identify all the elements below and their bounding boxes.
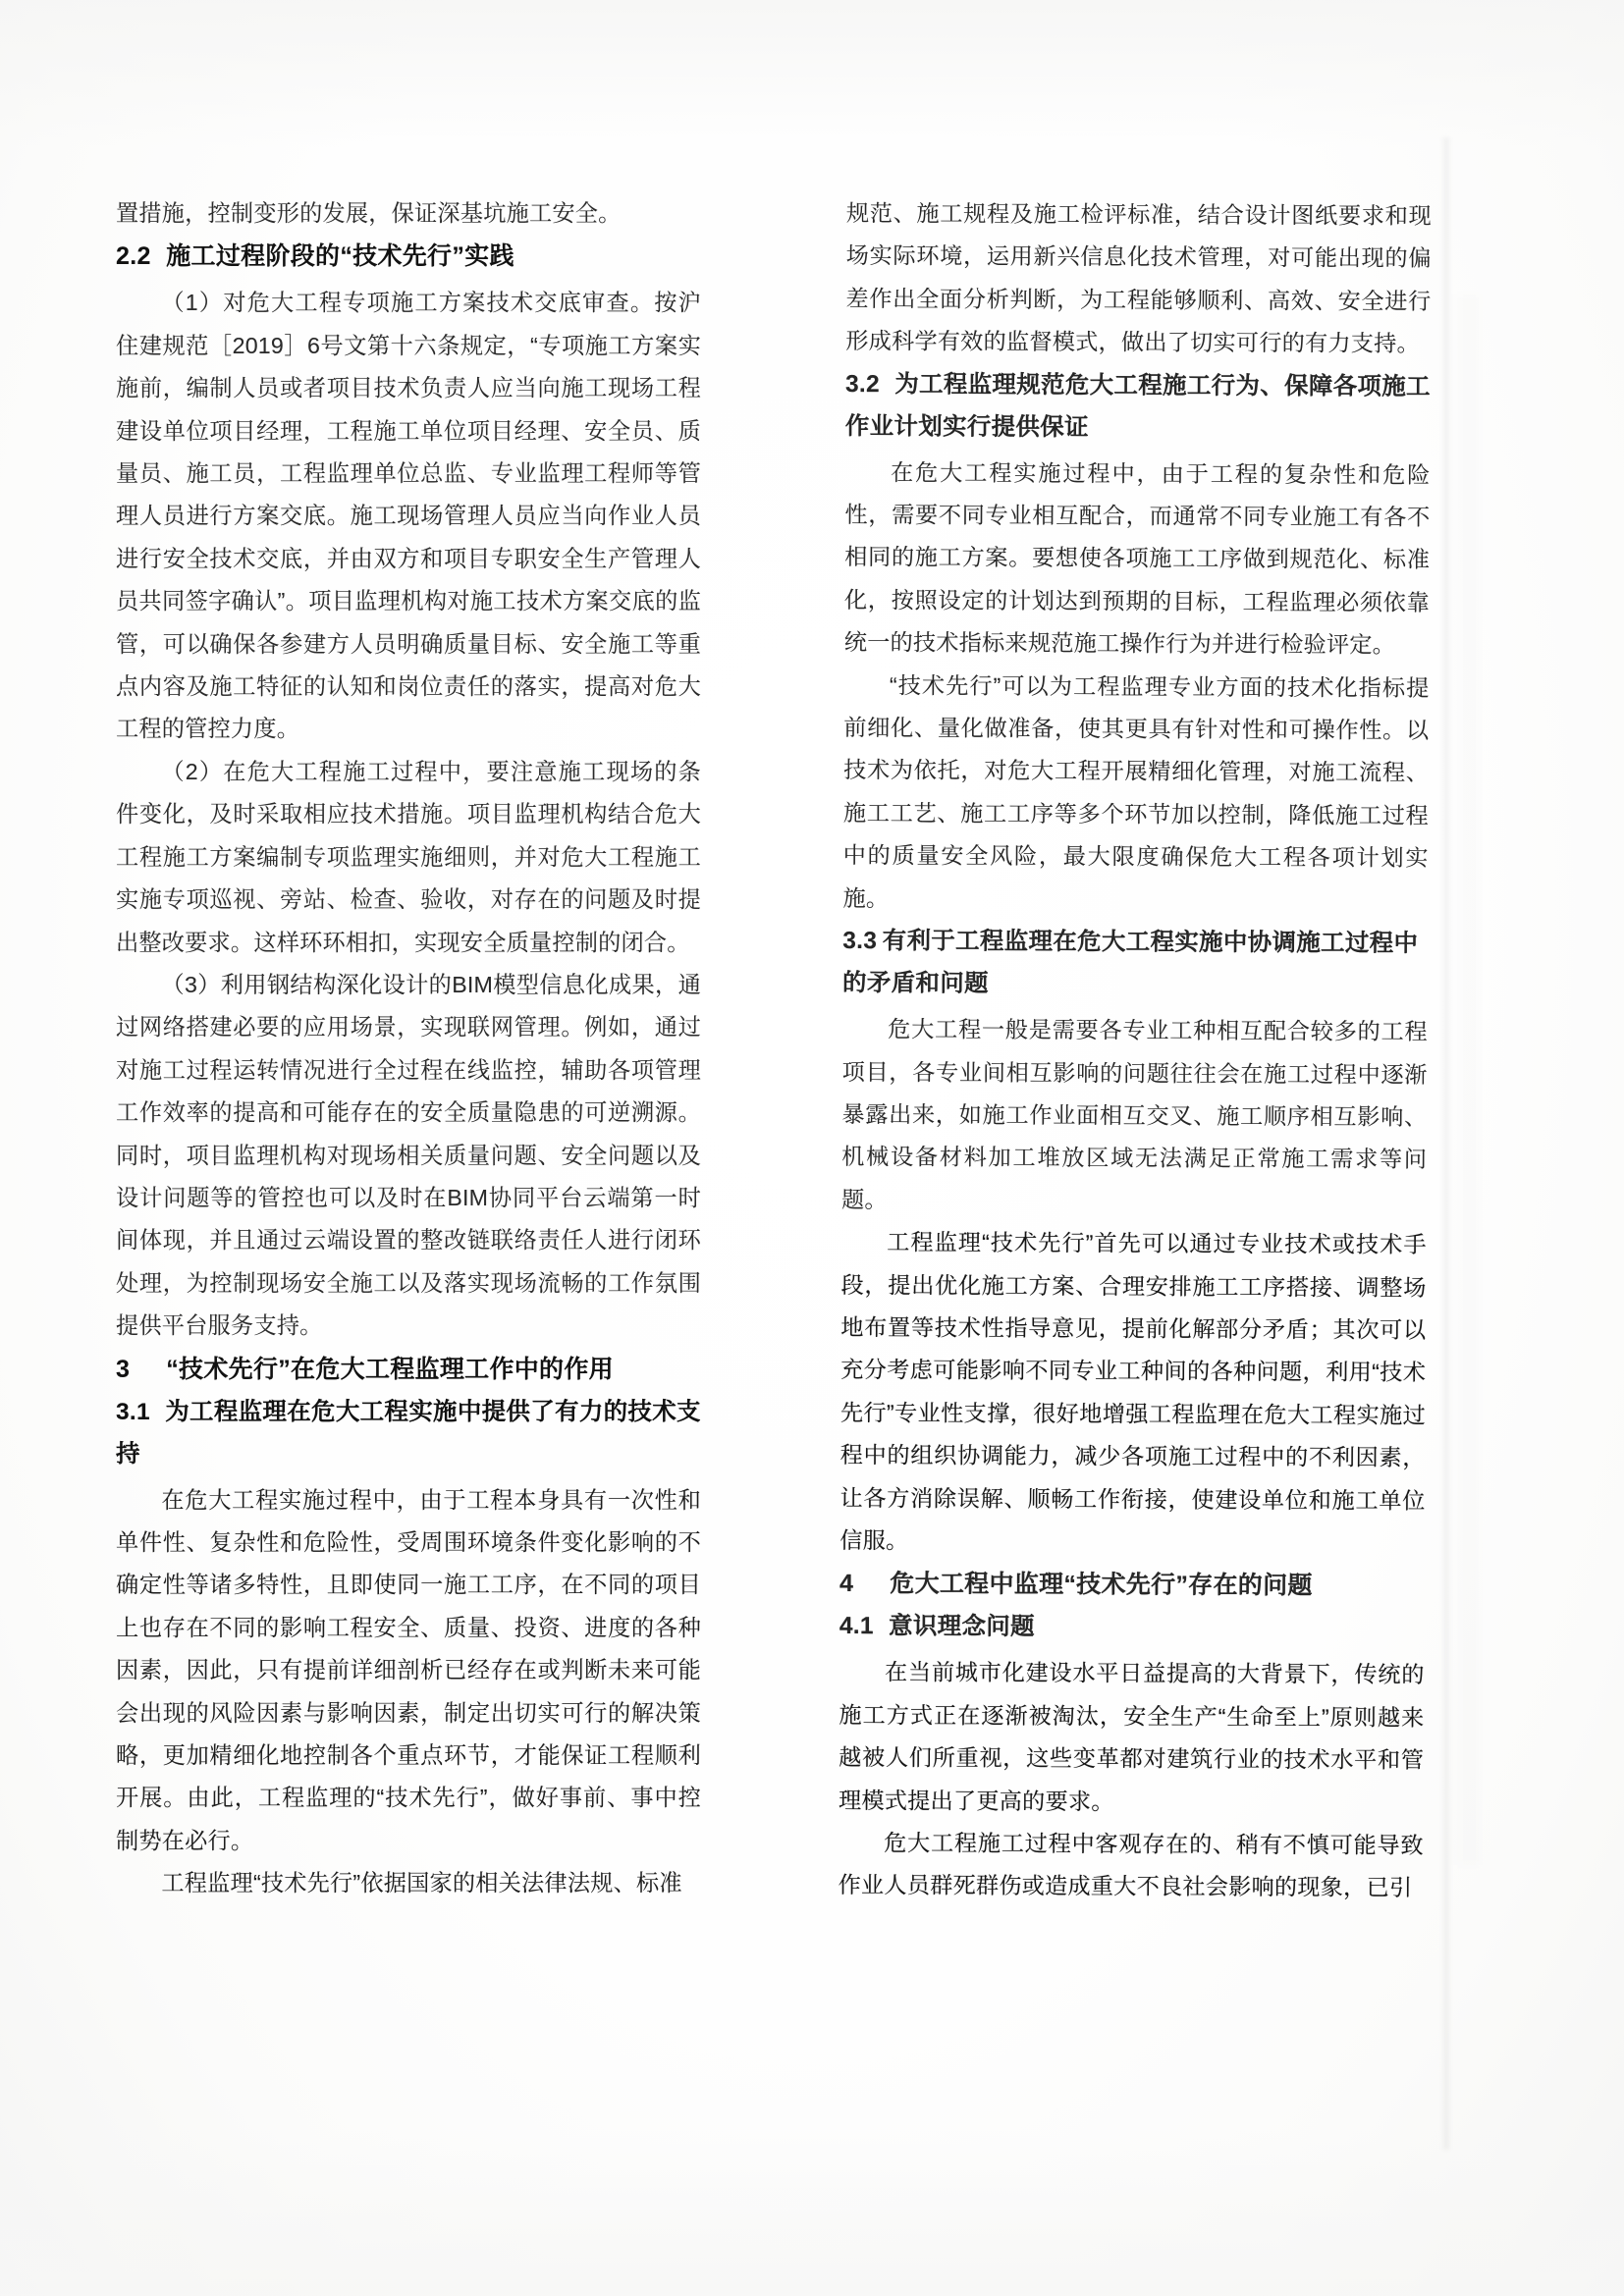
heading-3-2-title: 为工程监理规范危大工程施工行为、保障各项施工作业计划实行提供保证 [844, 370, 1431, 441]
para-3-1-body: 在危大工程实施过程中，由于工程本身具有一次性和单件性、复杂性和危险性，受周围环境条件变化影响的不确定性等诸多特性，且即使同一施工工序，在不同的项目上也存在不同的影响工程安全、质量、投资、进度的各种因素，因此，只有提前详细剖析已经存在或判断未来可能会出现的风险因素与影响因素，制定出切实可行的解决策略，更加精细化地控制各个重点环节，才能保证工程顺利开展。由此，工程监理的“技术先行”，做好事前、事中控制势在必行。 [116, 1486, 701, 1853]
heading-2-2-number: 2.2 [116, 242, 151, 271]
heading-3-3 [842, 920, 1428, 1007]
para-2-2-item-1: （1）对危大工程专项施工方案技术交底审查。按沪住建规范［2019］6号文第十六条规定，“专项施工方案实施前，编制人员或者项目技术负责人应当向施工现场工程建设单位项目经理，工程施工单位项目经理、安全员、质量员、施工员，工程监理单位总监、专业监理工程师等管理人员进行方案交底。施工现场管理人员应当向作业人员进行安全技术交底，并由双方和项目专职安全生产管理人员共同签字确认”。项目监理机构对施工技术方案交底的监管，可以确保各参建方人员明确质量目标、安全施工等重点内容及施工特征的认知和岗位责任的落实，提高对危大工程的管控力度。 [116, 290, 701, 742]
para-3-1-body-2: 工程监理“技术先行”依据国家的相关法律法规、标准 [161, 1870, 682, 1896]
right-column [838, 192, 1432, 1910]
heading-4-1-title: 意识理念问题 [889, 1613, 1035, 1641]
para-3-3-body-2: 工程监理“技术先行”首先可以通过专业技术或技术手段，提出优化施工方案、合理安排施工工序搭接、调整场地布置等技术性指导意见，提前化解部分矛盾；其次可以充分考虑可能影响不同专业工种间的各种问题，利用“技术先行”专业性支撑，很好地增强工程监理在危大工程实施过程中的组织协调能力，减少各项施工过程中的不利因素，让各方消除误解、顺畅工作衔接，使建设单位和施工单位信服。 [839, 1229, 1427, 1554]
para-2-2-item-3: （3）利用钢结构深化设计的BIM模型信息化成果，通过网络搭建必要的应用场景，实现联网管理。例如，通过对施工过程运转情况进行全过程在线监控，辅助各项管理工作效率的提高和可能存在的安全质量隐患的可逆溯源。同时，项目监理机构对现场相关质量问题、安全问题以及设计问题等的管控也可以及时在BIM协同平台云端第一时间体现，并且通过云端设置的整改链联络责任人进行闭环处理，为控制现场安全施工以及落实现场流畅的工作氛围提供平台服务支持。 [116, 971, 701, 1339]
heading-3-1-title: 为工程监理在危大工程实施中提供了有力的技术支持 [116, 1398, 701, 1468]
para-3-3-body-1: 危大工程一般是需要各专业工种相互配合较多的工程项目，各专业间相互影响的问题往往会在施工过程中逐渐暴露出来，如施工作业面相互交叉、施工顺序相互影响、机械设备材料加工堆放区域无法满足正常施工需求等问题。 [840, 1016, 1428, 1212]
heading-3-2-number: 3.2 [844, 370, 881, 398]
heading-4-number: 4 [839, 1570, 854, 1598]
heading-3-3-number: 3.3 [842, 928, 878, 955]
para-3-2-body-1: 在危大工程实施过程中，由于工程的复杂性和危险性，需要不同专业相互配合，而通常不同专业施工有各不相同的施工方案。要想使各项施工工序做到规范化、标准化，按照设定的计划达到预期的目标，工程监理必须依靠统一的技术指标来规范施工操作行为并进行检验评定。 [843, 458, 1431, 658]
heading-3-title: “技术先行”在危大工程监理工作中的作用 [166, 1355, 614, 1383]
para-4-1-body-1: 在当前城市化建设水平日益提高的大背景下，传统的施工方式正在逐渐被淘汰，安全生产“生命至上”原则越来越被人们所重视，这些变革都对建筑行业的技术水平和管理模式提出了更高的要求。 [838, 1659, 1425, 1814]
heading-2-2 [116, 235, 701, 278]
heading-4-1-number: 4.1 [839, 1613, 874, 1640]
heading-3-1-number: 3.1 [116, 1398, 150, 1425]
heading-3 [116, 1348, 701, 1391]
heading-4 [839, 1562, 1425, 1608]
para-3-2-body-2: “技术先行”可以为工程监理专业方面的技术化指标提前细化、量化做准备，使其更具有针对性和可操作性。以技术为依托，对危大工程开展精细化管理，对施工流程、施工工艺、施工工序等多个环节加以控制，降低施工过程中的质量安全风险，最大限度确保危大工程各项计划实施。 [842, 671, 1430, 911]
heading-4-1 [839, 1605, 1425, 1650]
heading-2-2-title: 施工过程阶段的“技术先行”实践 [166, 242, 514, 271]
left-column [116, 192, 701, 1907]
heading-3-number: 3 [116, 1355, 131, 1383]
para-continued-from-left-column: 规范、施工规程及施工检评标准，结合设计图纸要求和现场实际环境，运用新兴信息化技术管理，对可能出现的偏差作出全面分析判断，为工程能够顺利、高效、安全进行形成科学有效的监督模式，做出了切实可行的有力支持。 [845, 199, 1432, 357]
heading-4-title: 危大工程中监理“技术先行”存在的问题 [890, 1570, 1313, 1600]
heading-3-3-title: 有利于工程监理在危大工程实施中协调施工过程中的矛盾和问题 [841, 928, 1419, 997]
heading-3-2 [845, 363, 1431, 451]
para-2-2-item-2: （2）在危大工程施工过程中，要注意施工现场的条件变化，及时采取相应技术措施。项目监理机构结合危大工程施工方案编制专项监理实施细则，并对危大工程施工实施专项巡视、旁站、检查、验收，对存在的问题及时提出整改要求。这样环环相扣，实现安全质量控制的闭合。 [116, 758, 701, 955]
para-continued-from-previous-page: 置措施，控制变形的发展，保证深基坑施工安全。 [116, 200, 622, 226]
para-4-1-body-2: 危大工程施工过程中客观存在的、稍有不慎可能导致作业人员群死群伤或造成重大不良社会影响的现象，已引 [838, 1830, 1424, 1901]
two-column-body [116, 192, 1432, 1907]
heading-3-1 [116, 1391, 701, 1475]
